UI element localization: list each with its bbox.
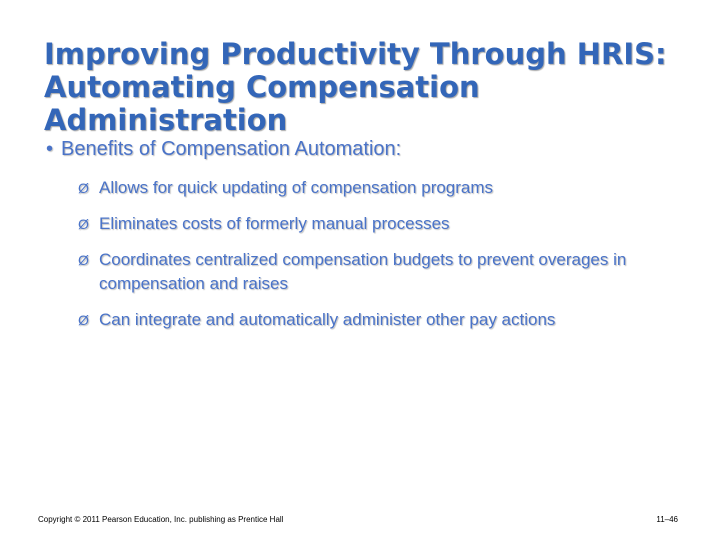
arrow-bullet-icon: Ø <box>78 312 89 328</box>
arrow-bullet-icon: Ø <box>78 252 89 268</box>
sub-bullet-item <box>78 248 678 296</box>
arrow-bullet-icon: Ø <box>78 180 89 196</box>
sub-bullet-text: Allows for quick updating of compensation programs <box>99 178 494 197</box>
slide-title-line: Administration <box>44 103 288 137</box>
slide-title <box>44 38 684 137</box>
copyright-footer: Copyright © 2011 Pearson Education, Inc. publishing as Prentice Hall <box>38 515 284 524</box>
sub-bullet-list <box>78 176 678 332</box>
sub-bullet-item <box>78 308 678 332</box>
sub-bullet-text: Coordinates centralized compensation budgets to prevent overages in compensation and raises <box>99 250 627 293</box>
sub-bullet-text: Can integrate and automatically administer other pay actions <box>99 310 556 329</box>
sub-bullet-text: Eliminates costs of formerly manual processes <box>99 214 450 233</box>
main-bullet <box>46 137 401 161</box>
main-bullet-text: Benefits of Compensation Automation: <box>61 138 402 160</box>
slide-title-line: Automating Compensation <box>44 70 480 104</box>
sub-bullet-item <box>78 176 678 200</box>
sub-bullet-item <box>78 212 678 236</box>
slide-title-line: Improving Productivity Through HRIS: <box>44 37 667 71</box>
bullet-dot-icon: • <box>46 138 54 160</box>
page-number: 11–46 <box>656 515 678 524</box>
arrow-bullet-icon: Ø <box>78 216 89 232</box>
